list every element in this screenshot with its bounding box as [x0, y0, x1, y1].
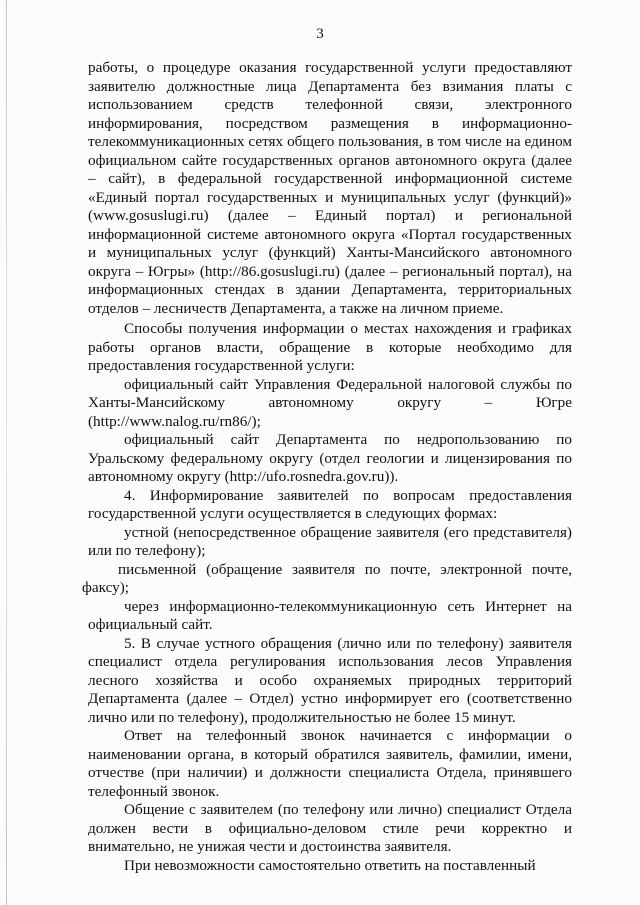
paragraph-8: через информационно-телекоммуникационную сеть Интернет на официальный сайт. — [88, 597, 572, 633]
paragraph-11: Общение с заявителем (по телефону или лично) специалист Отдела должен вести в официально-деловом стиле речи корректно и внимательно, не унижая чести и достоинства заявителя. — [88, 801, 572, 855]
paragraph-1: работы, о процедуре оказания государственной услуги предоставляют заявителю должностные лица Департамента без взимания платы с использованием средств телефонной связи, электронного информирования, посредством размещения в информационно-телекоммуникационных сетях общего пользования, в том числе на едином официальном сайте государственных органов автономного округа (далее – сайт), в федеральной государственной информационной системе «Единый портал государственных и муниципальных услуг (функций)» (www.gosuslugi.ru) (далее – Единый портал) и региональной информационной системе автономного округа «Портал государственных и муниципальных услуг (функций) Ханты-Мансийского автономного округа – Югры» (http://86.gosuslugi.ru) (далее – региональный портал), на информационных стендах в здании Департамента, территориальных отделов – лесничеств Департамента, а также на личном приеме. — [88, 59, 572, 317]
paragraph-10: Ответ на телефонный звонок начинается с информации о наименовании органа, в который обратился заявитель, фамилии, имени, отчестве (при наличии) и должности специалиста Отдела, принявшего телефонный звонок. — [88, 727, 572, 800]
page-number: 3 — [316, 26, 324, 42]
paragraph-2: Способы получения информации о местах нахождения и графиках работы органов власти, обращение в которые необходимо для предоставления государственной услуги: — [88, 320, 572, 374]
document-body — [82, 59, 572, 875]
paragraph-5: 4. Информирование заявителей по вопросам предоставления государственной услуги осуществляется в следующих формах: — [88, 486, 572, 522]
paragraph-6: устной (непосредственное обращение заявителя (его представителя) или по телефону); — [88, 523, 572, 559]
scan-edge — [6, 0, 7, 905]
paragraph-3: официальный сайт Управления Федеральной налоговой службы по Ханты-Мансийскому автономному округу – Югре (http://www.nalog.ru/rn86/); — [88, 375, 572, 430]
paragraph-12: При невозможности самостоятельно ответить на поставленный — [124, 856, 536, 874]
paragraph-7: письменной (обращение заявителя по почте, электронной почте, факсу); — [82, 560, 572, 596]
paragraph-4: официальный сайт Департамента по недропользованию по Уральскому федеральному округу (отдел геологии и лицензирования по автономному округу (http://ufo.rosnedra.gov.ru)). — [88, 431, 572, 485]
paragraph-9: 5. В случае устного обращения (лично или по телефону) заявителя специалист отдела регулирования использования лесов Управления лесного хозяйства и особо охраняемых природных территорий Департамента (далее – Отдел) устно информирует его (соответственно лично или по телефону), продолжительностью не более 15 минут. — [88, 634, 572, 726]
